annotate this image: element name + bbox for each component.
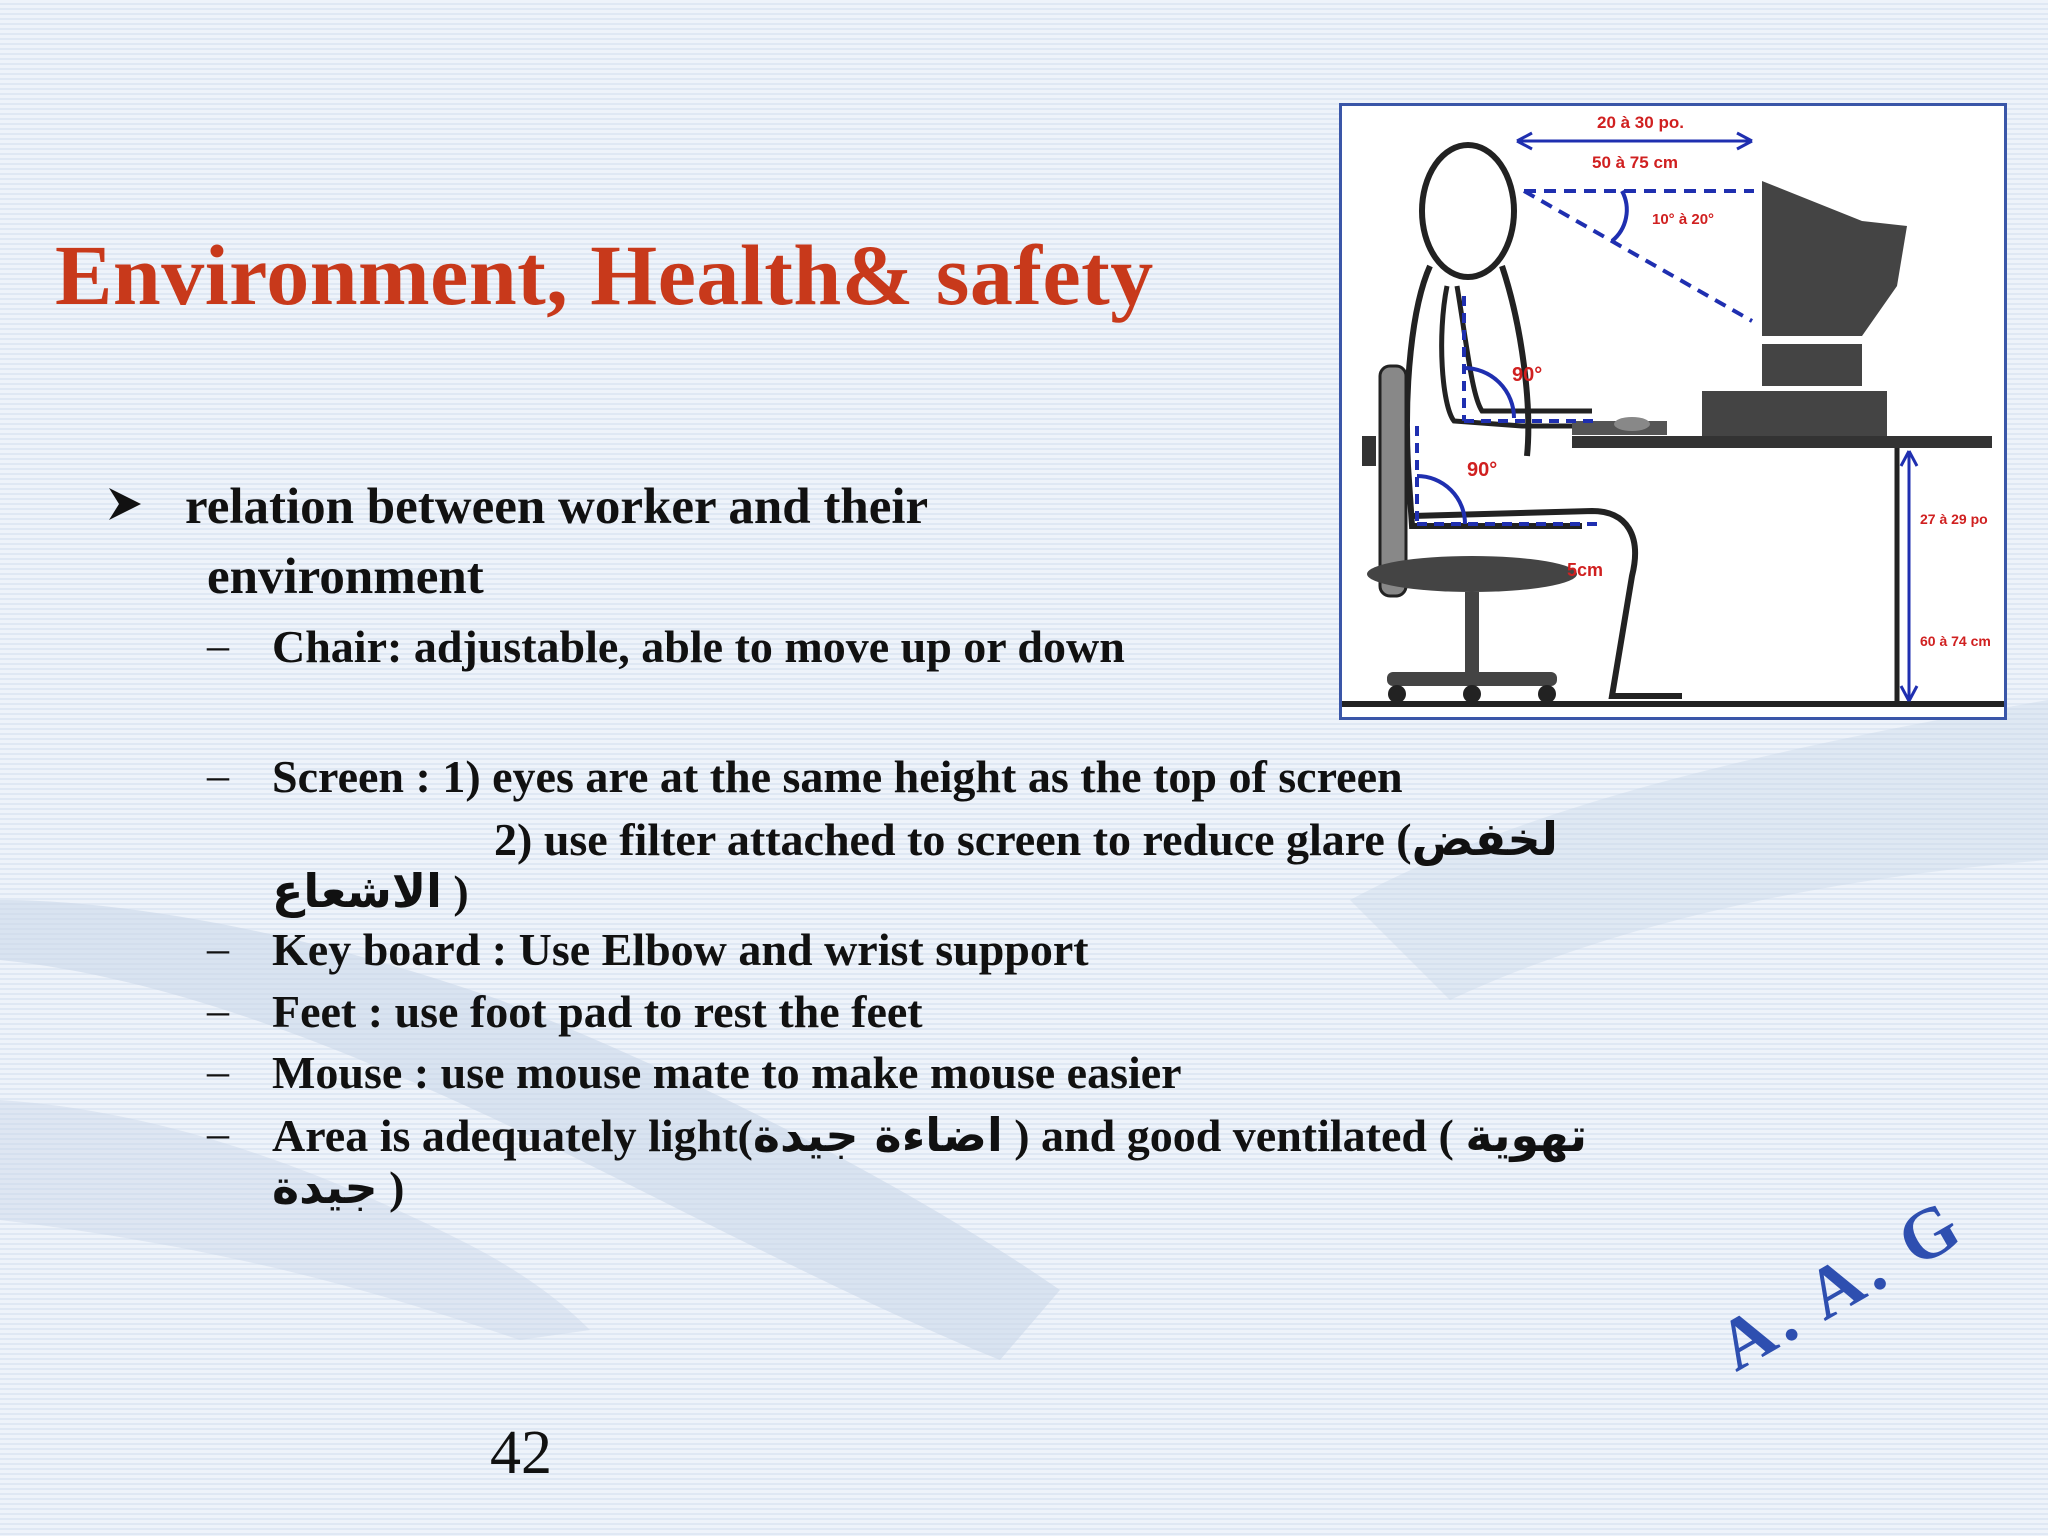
area-ventilation-arabic: تهوية xyxy=(1465,1108,1587,1162)
dash-marker: – xyxy=(207,1047,229,1096)
dash-marker: – xyxy=(207,751,229,800)
label-hip-angle: 90° xyxy=(1467,459,1498,481)
area-close: ) xyxy=(377,1162,405,1213)
screen-filter-close: ) xyxy=(441,866,469,917)
screen-filter-text: 2) use filter attached to screen to reduce glare ( xyxy=(494,814,1412,865)
area-text-b: ) and good ventilated ( xyxy=(1002,1110,1466,1161)
label-knee-gap: 5cm xyxy=(1567,560,1604,580)
area-text-a: Area is adequately light( xyxy=(272,1110,753,1161)
label-distance-in: 20 à 30 po. xyxy=(1597,113,1684,132)
area-line2 xyxy=(272,1160,404,1214)
main-bullet-line2: environment xyxy=(207,549,484,605)
area-light-arabic: اضاءة جيدة xyxy=(752,1108,1003,1162)
label-view-angle: 10° à 20° xyxy=(1652,211,1715,228)
dash-marker: – xyxy=(207,986,229,1035)
keyboard-text: Key board : Use Elbow and wrist support xyxy=(272,924,1089,975)
chair-text: Chair: adjustable, able to move up or down xyxy=(272,621,1125,672)
feet-text: Feet : use foot pad to rest the feet xyxy=(272,986,923,1037)
screen-filter-line2 xyxy=(272,864,469,918)
area-ventilation-arabic-2: جيدة xyxy=(272,1160,378,1214)
area-text xyxy=(272,1108,1587,1162)
screen-text: Screen : 1) eyes are at the same height as the top of screen xyxy=(272,751,1403,802)
main-bullet-line1: relation between worker and their xyxy=(185,479,929,535)
label-distance-cm: 50 à 75 cm xyxy=(1592,153,1679,172)
dash-marker: – xyxy=(207,1109,229,1158)
mouse-text: Mouse : use mouse mate to make mouse easier xyxy=(272,1047,1182,1098)
dash-marker: – xyxy=(207,924,229,973)
label-height-cm: 60 à 74 cm xyxy=(1920,633,1991,649)
ergonomics-figure xyxy=(1339,103,2007,720)
label-elbow-angle: 90° xyxy=(1512,364,1543,386)
screen-filter-arabic-2: الاشعاع xyxy=(272,864,442,918)
author-signature: A. A. G xyxy=(1704,1181,1978,1387)
ergonomics-illustration xyxy=(1342,106,2004,717)
screen-filter-line xyxy=(494,812,1558,866)
label-height-in: 27 à 29 po xyxy=(1920,511,1988,527)
slide-title: Environment, Health& safety xyxy=(55,227,1154,323)
arrow-bullet-icon xyxy=(105,484,145,524)
dash-marker: – xyxy=(207,621,229,670)
screen-filter-arabic: لخفض xyxy=(1411,812,1558,866)
page-number: 42 xyxy=(490,1419,552,1487)
